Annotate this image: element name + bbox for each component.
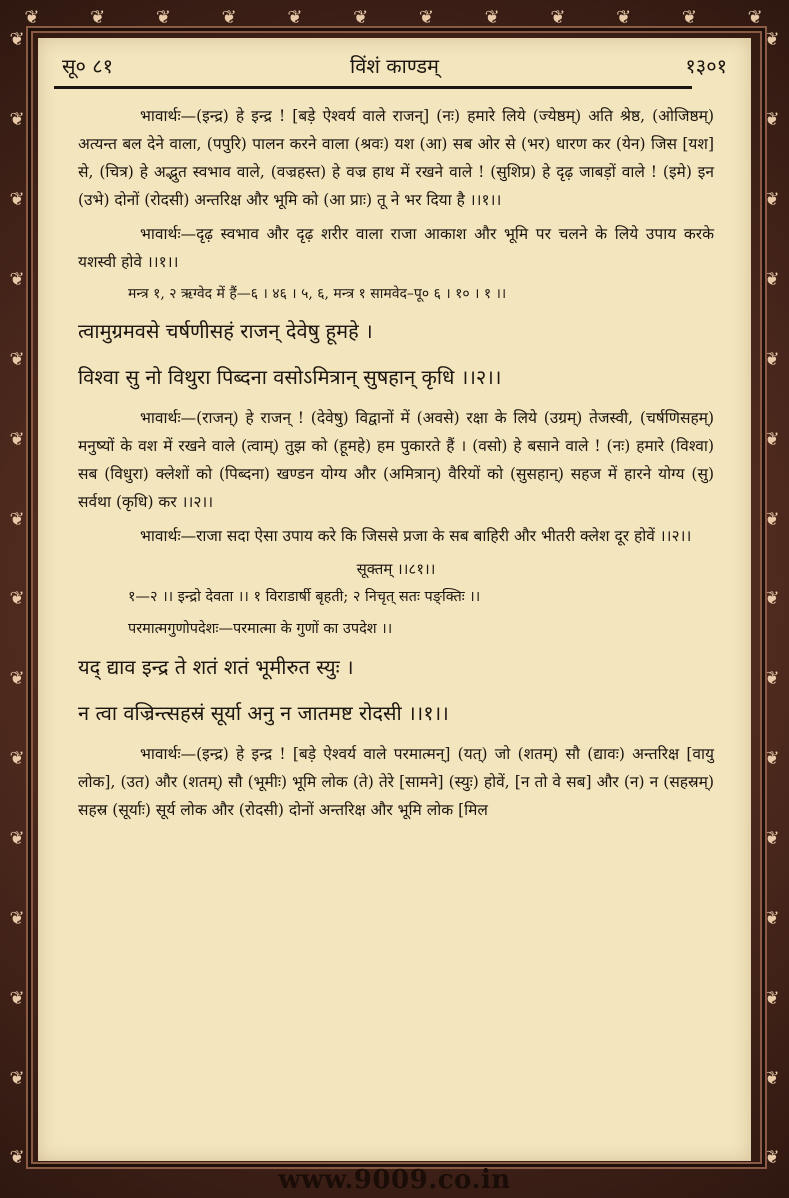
mantra-line: यद् द्याव इन्द्र ते शतं शतं भूमीरुत स्युः । [78, 655, 354, 679]
ornament-icon: ❦ [418, 6, 436, 28]
bhavartha-paragraph: भावार्थः—(राजन्) हे राजन् ! (देवेषु) विद्वानों में (अवसे) रक्षा के लिये (उग्रम्) तेजस्वी, (चर्षणिसहम्) मनुष्यों के वश में रखने वाले (त्वाम्) तुझ को (हूमहे) हम पुकारते हैं । (वसो) हे बसाने वाले ! (नः) हमारे (विश्वा) सब (विधुरा) क्लेशों को (पिब्दना) खण्डन योग्य और (अमित्रान्) वैरियों को (सुसहान्) सहज में हारने योग्य (सु) सर्वथा (कृधि) कर ।।२।। [78, 409, 714, 511]
kanda-title: विंशं काण्डम् [350, 54, 439, 78]
ornament-icon: ❦ [9, 1147, 25, 1169]
ornament-icon: ❦ [550, 6, 568, 28]
bhavartha-paragraph: भावार्थः—दृढ़ स्वभाव और दृढ़ शरीर वाला राजा आकाश और भूमि पर चलने के लिये उपाय करके यशस्वी होवे ।।१।। [78, 225, 714, 271]
ornament-icon: ❦ [764, 987, 780, 1009]
ornament-icon: ❦ [764, 109, 780, 131]
ornament-icon: ❦ [764, 588, 780, 610]
header-divider [54, 86, 692, 89]
ornament-icon: ❦ [9, 987, 25, 1009]
ornament-icon: ❦ [9, 588, 25, 610]
ornament-icon: ❦ [764, 29, 780, 51]
mantra-line: त्वामुग्रमवसे चर्षणीसहं राजन् देवेषु हूमहे । [78, 319, 373, 343]
top-ornament-border [0, 4, 789, 30]
mantra-line: न त्वा वज्रिन्त्सहस्रं सूर्या अनु न जातमष्ट रोदसी ।।१।। [78, 701, 449, 725]
ornament-icon: ❦ [9, 1067, 25, 1089]
ornament-icon: ❦ [9, 828, 25, 850]
ornament-icon: ❦ [9, 668, 25, 690]
ornament-icon: ❦ [747, 6, 765, 28]
footer-url: www.9009.co.in [278, 1165, 511, 1195]
ornament-icon: ❦ [764, 189, 780, 211]
ornament-icon: ❦ [9, 748, 25, 770]
ornament-icon: ❦ [221, 6, 239, 28]
ornament-icon: ❦ [764, 508, 780, 530]
mantra-line: विश्वा सु नो विथुरा पिब्दना वसोऽमित्रान् सुषहान् कृधि ।।२।। [78, 365, 502, 389]
page-number: १३०१ [685, 54, 727, 78]
ornament-icon: ❦ [764, 348, 780, 370]
left-ornament-border [4, 0, 30, 1198]
topic-line: परमात्मगुणोपदेशः—परमात्मा के गुणों का उपदेश ।। [128, 621, 393, 637]
sukta-number: सू० ८१ [62, 54, 114, 78]
ornament-icon: ❦ [353, 6, 371, 28]
book-page [38, 38, 751, 1161]
ornament-icon: ❦ [764, 907, 780, 929]
ornament-icon: ❦ [155, 6, 173, 28]
page-content [78, 102, 714, 830]
bhavartha-paragraph: भावार्थः—(इन्द्र) हे इन्द्र ! [बड़े ऐश्वर्य वाले परमात्मन्] (यत्) जो (शतम्) सौ (द्यावः) अन्तरिक्ष [वायु लोक], (उत) और (शतम्) सौ (भूमीः) भूमि लोक (ते) तेरे [सामने] (स्युः) होवें, [न तो वे सब] और (न) न (सहस्रम्) सहस्र (सूर्याः) सूर्य लोक और (रोदसी) दोनों अन्तरिक्ष और भूमि लोक [मिल [78, 745, 714, 819]
reference-note: मन्त्र १, २ ऋग्वेद में हैं—६ । ४६ । ५, ६, मन्त्र १ सामवेद–पू० ६ । १० । १ ।। [128, 286, 507, 302]
ornament-icon: ❦ [484, 6, 502, 28]
bhavartha-paragraph: भावार्थः—(इन्द्र) हे इन्द्र ! [बड़े ऐश्वर्य वाले राजन्] (नः) हमारे लिये (ज्येष्ठम्) अति श्रेष्ठ, (ओजिष्ठम्) अत्यन्त बल देने वाला, (पपुरि) पालन करने वाला (श्रवः) यश (आ) सब ओर से (भर) धारण कर (येन) जिस [यश] से, (चित्र) हे अद्भुत स्वभाव वाले, (वज्रहस्त) हे वज्र हाथ में रखने वाले ! (सुशिप्र) हे दृढ़ जाबड़ों वाले ! (इमे) इन (उभे) दोनों (रोदसी) अन्तरिक्ष और भूमि को (आ प्राः) तू ने भर दिया है ।।१।। [78, 107, 714, 209]
ornament-icon: ❦ [90, 6, 108, 28]
devata-line: १—२ ।। इन्द्रो देवता ।। १ विराडार्षी बृहती; २ निचृत् सतः पङ्क्तिः ।। [128, 589, 481, 605]
ornament-icon: ❦ [9, 109, 25, 131]
ornament-icon: ❦ [9, 269, 25, 290]
ornament-icon: ❦ [24, 6, 42, 28]
ornament-icon: ❦ [9, 907, 25, 929]
ornament-icon: ❦ [9, 29, 25, 51]
ornament-icon: ❦ [9, 189, 25, 211]
ornament-icon: ❦ [287, 6, 305, 28]
ornament-icon: ❦ [764, 748, 780, 770]
ornament-icon: ❦ [681, 6, 699, 28]
page-header [58, 52, 731, 80]
ornament-icon: ❦ [764, 428, 780, 450]
ornament-icon: ❦ [616, 6, 634, 28]
ornament-icon: ❦ [9, 428, 25, 450]
ornament-icon: ❦ [764, 1067, 780, 1089]
ornament-icon: ❦ [764, 828, 780, 850]
ornament-icon: ❦ [764, 1147, 780, 1169]
ornament-icon: ❦ [764, 668, 780, 690]
ornament-icon: ❦ [9, 508, 25, 530]
ornament-icon: ❦ [764, 269, 780, 290]
sukta-title: सूक्तम् ।।८१।। [356, 560, 436, 578]
bhavartha-paragraph: भावार्थः—राजा सदा ऐसा उपाय करे कि जिससे प्रजा के सब बाहिरी और भीतरी क्लेश दूर होवें ।।२।। [140, 527, 692, 545]
ornament-icon: ❦ [9, 348, 25, 370]
